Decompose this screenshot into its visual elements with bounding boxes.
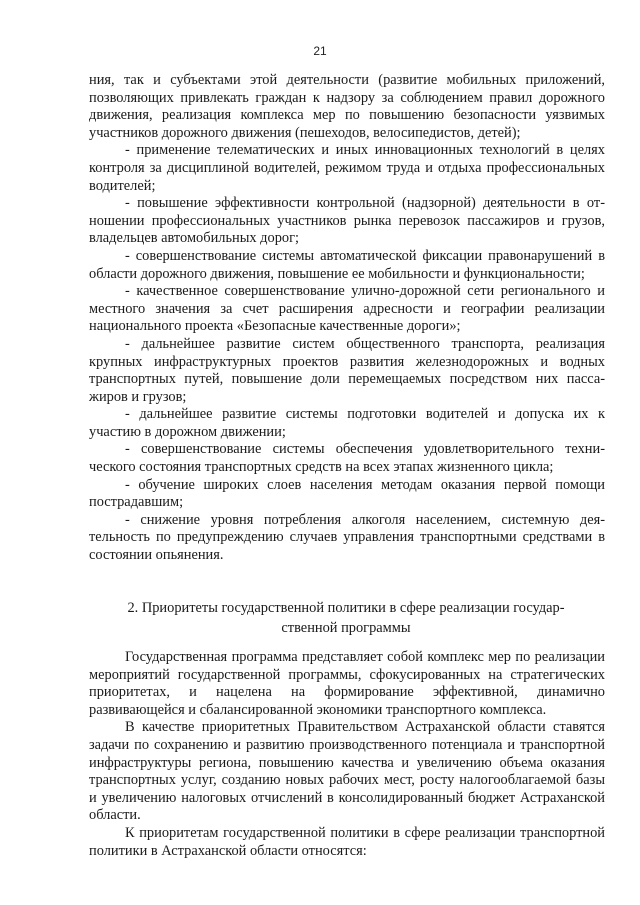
list-item: - обучение широких слоев населения методам оказания первой помощи пострадавшим; [89, 476, 605, 511]
list-item: - повышение эффективности контрольной (надзорной) деятельности в отношении профессиональных участников рынка перевозок пассажиров и грузов, владельцев автомобильных дорог; [89, 195, 605, 247]
section-heading: 2. Приоритеты государственной политики в сфере реализации государственной программы [127, 600, 565, 636]
list-item: - совершенствование системы автоматической фиксации правонарушений в области дорожного движения, повышение ее мобильности и функциональности; [89, 247, 605, 282]
paragraph: К приоритетам государственной политики в сфере реализации транспортной политики в Астраханской области относятся: [89, 824, 605, 859]
priority-list [89, 72, 605, 565]
list-item: - снижение уровня потребления алкоголя населением, системную деятельность по предупреждению случаев управления транспортными средствами в состоянии опьянения. [89, 511, 605, 564]
list-item: - дальнейшее развитие систем общественного транспорта, реализация крупных инфраструктурных проектов развития железнодорожных и водных транспортных путей, повышение доли перемещаемых посредством них пассажиров и грузов; [89, 335, 605, 405]
list-continuation-text: ния, так и субъектами этой деятельности (развитие мобильных приложений, позволяющих привлекать граждан к надзору за соблюдением правил дорожного движения, реализация комплекса мер по повышению безопасности уязвимых участников дорожного движения (пешеходов, велосипедистов, детей); [89, 72, 605, 141]
paragraph: В качестве приоритетных Правительством Астраханской области ставятся задачи по сохранению и развитию производственного потенциала и транспортной инфраструктуры региона, повышению качества и увеличению объема оказания транспортных услуг, созданию новых рабочих мест, росту налогооблагаемой базы и увеличению налоговых отчислений в консолидированный бюджет Астраханской области. [89, 719, 605, 824]
list-item: - дальнейшее развитие системы подготовки водителей и допуска их к участию в дорожном движении; [89, 406, 605, 440]
page-number: 21 [313, 44, 327, 58]
list-item: - совершенствование системы обеспечения удовлетворительного технического состояния транспортных средств на всех этапах жизненного цикла; [89, 441, 605, 476]
section-body [89, 649, 605, 860]
list-item: - качественное совершенствование улично-дорожной сети регионального и местного значения за счет расширения адресности и географии реализации национального проекта «Безопасные качественные дороги»; [89, 283, 605, 335]
paragraph: Государственная программа представляет собой комплекс мер по реализации мероприятий государственной программы, сфокусированных на стратегических приоритетах, и нацелена на формирование эффективной, динамично развивающейся и сбалансированной экономики транспортного комплекса. [89, 649, 605, 718]
list-item: - применение телематических и иных инновационных технологий в целях контроля за дисциплиной водителей, режимом труда и отдыха профессиональных водителей; [89, 142, 605, 194]
